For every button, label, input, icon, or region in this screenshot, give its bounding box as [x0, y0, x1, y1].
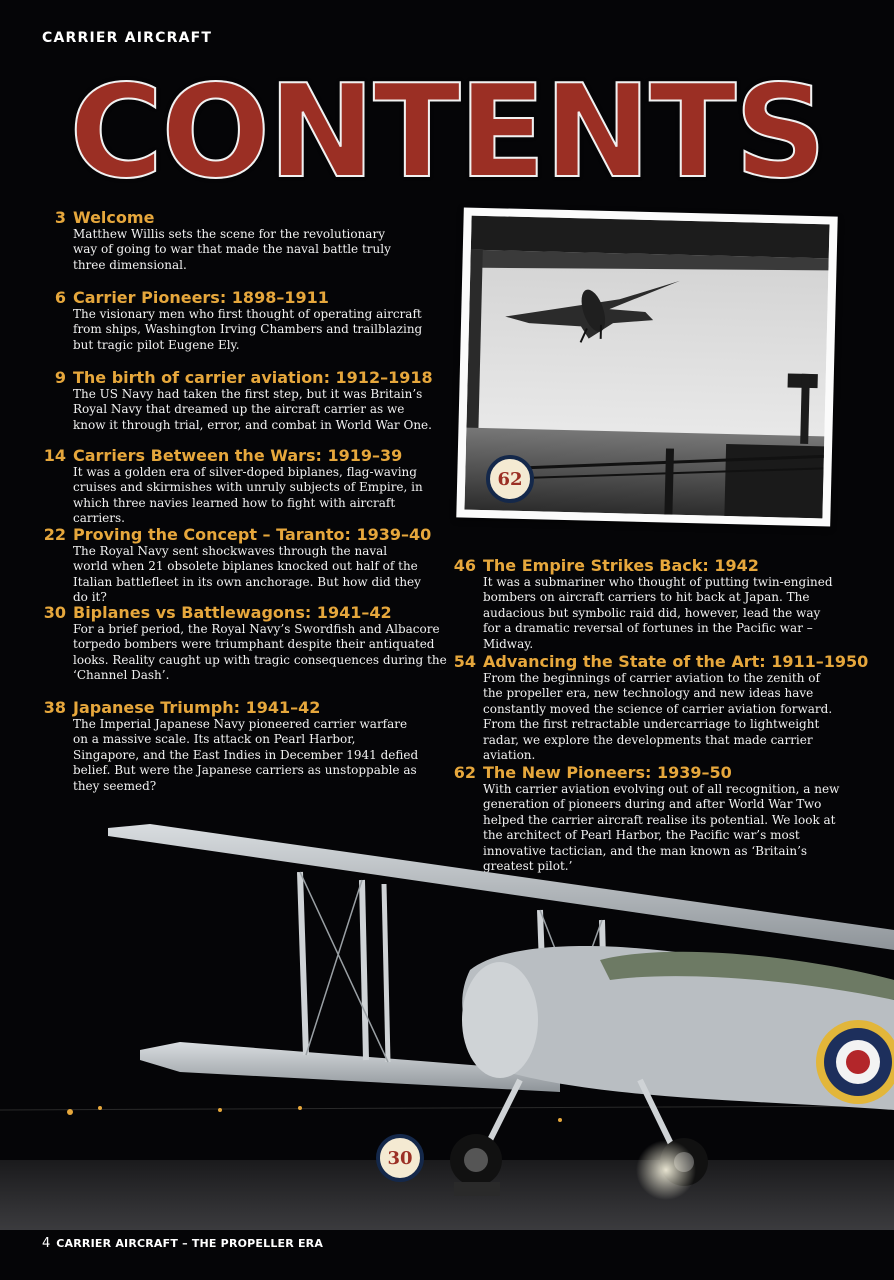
entry-title: Carriers Between the Wars: 1919–39	[73, 446, 403, 465]
footer-page-number: 4	[42, 1236, 51, 1251]
entry-page-number: 46	[453, 556, 476, 575]
entry-title: The New Pioneers: 1939–50	[483, 763, 732, 782]
page-badge: 62	[486, 455, 534, 503]
contents-entry[interactable]	[452, 556, 852, 652]
entry-description: Matthew Willis sets the scene for the revolutionary way of going to war that made the naval battle truly three dimensional.	[73, 227, 391, 272]
contents-entry[interactable]	[42, 603, 447, 684]
entry-page-number: 30	[43, 603, 66, 622]
entry-title: Proving the Concept – Taranto: 1939–40	[73, 525, 432, 544]
entry-description: The US Navy had taken the first step, but it was Britain’s Royal Navy that dreamed up the aircraft carrier as we know it through trial, error, and combat in World War One.	[73, 387, 432, 432]
page-footer	[42, 1236, 323, 1251]
contents-entry[interactable]	[42, 698, 442, 794]
entry-description: For a brief period, the Royal Navy’s Swordfish and Albacore torpedo bombers were triumphant despite their antiquated looks. Reality caught up with tragic consequences during the ‘Channel Dash’.	[73, 622, 447, 683]
entry-description: It was a golden era of silver-doped biplanes, flag-waving cruises and skirmishes with unruly subjects of Empire, in which three navies learned how to fight with aircraft carriers.	[73, 465, 423, 526]
entry-description: From the beginnings of carrier aviation to the zenith of the propeller era, new technology and new ideas have constantly moved the science of carrier aviation forward. From the first retractable undercarriage to lightweight radar, we explore the developments that made carrier aviation.	[483, 671, 833, 763]
entry-title: Welcome	[73, 208, 155, 227]
entry-title: Carrier Pioneers: 1898–1911	[73, 288, 329, 307]
entry-description: With carrier aviation evolving out of all recognition, a new generation of pioneers during and after World War Two helped the carrier aircraft realise its potential. We look at the architect of Pearl Harbor, the Pacific war’s most innovative tactician, and the man known as ‘Britain’s greatest pilot.’	[483, 782, 840, 874]
entry-description: The visionary men who first thought of operating aircraft from ships, Washington Irving Chambers and trailblazing but tragic pilot Eugene Ely.	[73, 307, 423, 352]
entry-page-number: 54	[453, 652, 476, 671]
page-title: CONTENTS	[69, 58, 825, 207]
entry-description: The Royal Navy sent shockwaves through the naval world when 21 obsolete biplanes knocked out half of the Italian battlefleet in its own anchorage. But how did they do it?	[73, 544, 421, 605]
contents-entry[interactable]	[42, 525, 442, 606]
entry-page-number: 14	[43, 446, 66, 465]
contents-entry[interactable]	[452, 652, 869, 763]
entry-title: Japanese Triumph: 1941–42	[73, 698, 321, 717]
entry-title: The birth of carrier aviation: 1912–1918	[73, 368, 433, 387]
entry-description: It was a submariner who thought of putting twin-engined bombers on aircraft carriers to hit back at Japan. The audacious but symbolic raid did, however, lead the way for a dramatic reversal of fortunes in the Pacific war – Midway.	[483, 575, 833, 651]
entry-page-number: 62	[453, 763, 476, 782]
contents-entry[interactable]	[42, 208, 442, 273]
contents-entry[interactable]	[42, 288, 442, 353]
entry-page-number: 9	[54, 368, 66, 387]
section-label: CARRIER AIRCRAFT	[42, 30, 213, 46]
entry-page-number: 22	[43, 525, 66, 544]
entry-description: The Imperial Japanese Navy pioneered carrier warfare on a massive scale. Its attack on Pearl Harbor, Singapore, and the East Indies in December 1941 defied belief. But were the Japanese carriers as unstoppable as they seemed?	[73, 717, 419, 793]
page-badge: 30	[376, 1134, 424, 1182]
entry-page-number: 3	[54, 208, 66, 227]
entry-title: The Empire Strikes Back: 1942	[483, 556, 759, 575]
entry-page-number: 38	[43, 698, 66, 717]
contents-entry[interactable]	[42, 446, 442, 527]
entry-title: Advancing the State of the Art: 1911–1950	[483, 652, 869, 671]
contents-entry[interactable]	[42, 368, 442, 433]
biplane-photo	[0, 810, 894, 1230]
footer-title: CARRIER AIRCRAFT – THE PROPELLER ERA	[56, 1237, 324, 1250]
entry-page-number: 6	[54, 288, 66, 307]
entry-title: Biplanes vs Battlewagons: 1941–42	[73, 603, 392, 622]
